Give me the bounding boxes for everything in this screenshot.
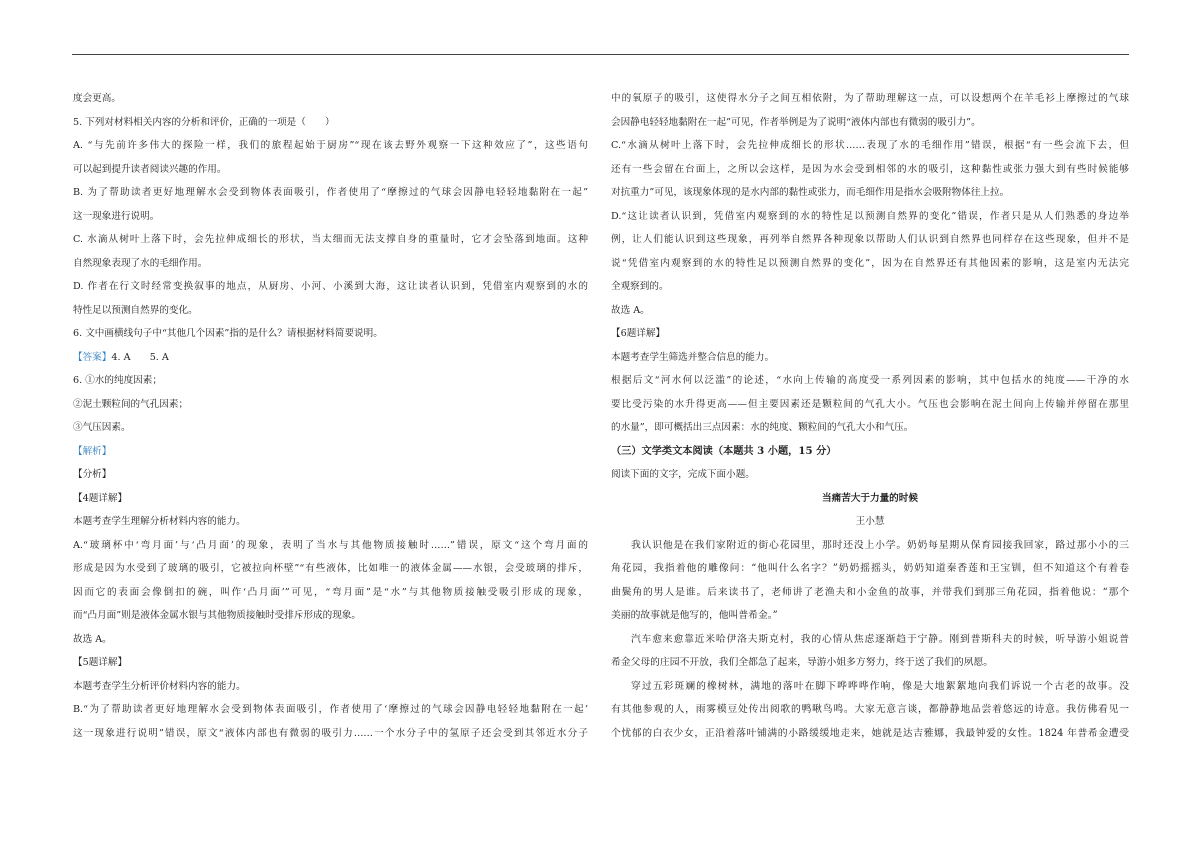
right-column-line: 还有一些会留在台面上，之所以会这样，是因为水会受到相邻的水的吸引，这种黏性或张力强大到有些时候能够 <box>611 163 1129 175</box>
left-column-line <box>73 346 588 370</box>
right-column-line: 说“凭借室内观察到的水的特性足以预测自然界的变化”，因为在自然界还有其他因素的影响，这是室内无法完 <box>611 257 1129 269</box>
right-column-line: C.“水滴从树叶上落下时，会先拉伸成细长的形状……表现了水的毛细作用”错误，根据“有一些会流下去，但 <box>611 140 1129 151</box>
right-column-line: 汽车愈来愈靠近米哈伊洛夫斯克村，我的心情从焦虑逐渐趋于宁静。刚到普斯科夫的时候，听导游小姐说普 <box>631 633 1129 645</box>
right-column-line: 王小慧 <box>855 516 885 527</box>
left-column-line: B.“为了帮助读者更好地理解水会受到物体表面吸引，作者使用了‘摩擦过的气球会因静电轻轻地黏附在一起’ <box>73 704 588 715</box>
left-column-line: 6. 文中画横线句子中“其他几个因素”指的是什么？请根据材料简要说明。 <box>73 328 383 339</box>
right-column-line: 要比受污染的水升得更高——但主要因素还是颗粒间的气孔大小。气压也会影响在泥土间向上传输并停留在那里 <box>611 398 1129 410</box>
right-column-line: 故选 A。 <box>611 304 650 316</box>
right-column-line: 阅读下面的文字，完成下面小题。 <box>611 469 755 480</box>
right-column-line: 角花园，我指着他的雕像问：“他叫什么名字？”奶奶摇摇头，奶奶知道秦香莲和王宝钏，但不知道这个有着卷 <box>611 563 1129 574</box>
left-column-line: 5. 下列对材料相关内容的分析和评价，正确的一项是（ ） <box>73 116 335 128</box>
left-column-line: 可以起到提升读者阅读兴趣的作用。 <box>73 163 227 175</box>
right-column-line: 穿过五彩斑斓的橡树林，满地的落叶在脚下哗哗哗作响，像是大地絮絮地向我们诉说一个古老的故事。没 <box>631 680 1129 692</box>
right-column-line: 有其他参观的人，雨雾模豆处传出阅歌的鸭啾鸟鸣。大家无意言谈，都静静地品尝着悠远的诗意。我仿佛看见一 <box>611 704 1129 715</box>
right-column-line: 当痛苦大于力量的时候 <box>822 492 918 504</box>
right-column-line: 全观察到的。 <box>611 281 669 292</box>
left-column-line: 这一现象进行说明。 <box>73 210 160 222</box>
left-column-line: 而“凸月面”则是液体金属水银与其他物质接触时受排斥形成的现象。 <box>73 610 362 621</box>
left-column <box>73 87 588 745</box>
answer-tag: 【答案】 <box>73 351 112 363</box>
left-column-line: 本题考查学生分析评价材料内容的能力。 <box>73 680 246 692</box>
header-rule <box>72 54 1129 55</box>
right-column-line: 中的氧原子的吸引，这使得水分子之间互相依附，为了帮助理解这一点，可以设想两个在羊毛衫上摩擦过的气球 <box>611 93 1129 104</box>
right-column-line: 【6题详解】 <box>611 328 666 339</box>
left-column-line: ②泥土颗粒间的气孔因素； <box>73 398 189 410</box>
left-column-line: ③气压因素。 <box>73 422 131 433</box>
left-column-line: 6. ①水的纯度因素； <box>73 375 162 386</box>
left-column-line: 自然现象表现了水的毛细作用。 <box>73 257 208 269</box>
left-column-line: 形成是因为水受到了玻璃的吸引，它被拉向杯壁”“有些液体，比如唯一的液体金属——水银，会受玻璃的排斥， <box>73 563 588 574</box>
left-column-line: 故选 A。 <box>73 633 112 645</box>
left-column-line: 因而它的表面会像倒扣的碗，叫作‘凸月面’”可见，“弯月面”是“水”与其他物质接触受吸引形成的现象， <box>73 586 588 598</box>
left-column-line: C. 水滴从树叶上落下时，会先拉伸成细长的形状，当太细而无法支撑自身的重量时，它才会坠落到地面。这种 <box>73 234 588 245</box>
right-column-line: 例，让人们能认识到这些现象，再列举自然界各种现象以帮助人们认识到自然界也同样存在这些现象，但并不是 <box>611 234 1129 245</box>
left-column-line: A. “与先前许多伟大的探险一样，我们的旅程起始于厨房”“现在该去野外观察一下这种效应了”，这些语句 <box>73 140 588 151</box>
left-column-line: 度会更高。 <box>73 93 121 104</box>
left-column-line: A.“玻璃杯中‘弯月面’与‘凸月面’的现象，表明了当水与其他物质接触时……”错误，原文“这个弯月面的 <box>73 539 588 551</box>
left-column-line: 【分析】 <box>73 469 112 480</box>
right-column-line: 根据后文“河水何以泛滥”的论述，“水向上传输的高度受一系列因素的影响，其中包括水的纯度——干净的水 <box>611 375 1129 386</box>
right-column-line: 曲鬓角的男人是谁。后来读书了，老师讲了老渔夫和小金鱼的故事，并带我们到那三角花园，指着他说：“那个 <box>611 586 1129 598</box>
right-column <box>611 87 1129 745</box>
left-column-line: 【解析】 <box>73 445 112 457</box>
right-column-line: 我认识他是在我们家附近的街心花园里，那时还没上小学。奶奶每星期从保育园接我回家，路过那小小的三 <box>631 539 1129 551</box>
left-column-line: D. 作者在行文时经常变换叙事的地点，从厨房、小河、小溪到大海，这让读者认识到，凭借室内观察到的水的 <box>73 281 588 292</box>
left-column-line: 本题考查学生理解分析材料内容的能力。 <box>73 516 246 527</box>
right-column-line: 本题考查学生筛选并整合信息的能力。 <box>611 351 775 363</box>
right-column-line: D.“这让读者认识到，凭借室内观察到的水的特性足以预测自然界的变化”错误，作者只是从人们熟悉的身边举 <box>611 210 1129 222</box>
right-column-line: 希金父母的庄园不开放，我们全都急了起来，导游小姐多方努力，终于送了我们的夙愿。 <box>611 657 994 668</box>
right-column-line: 个忧郁的白衣少女，正沿着落叶铺满的小路缓缓地走来，她就是达吉雅娜，我最钟爱的女性。1824 年普希金遭受 <box>611 727 1129 739</box>
left-column-line: 这一现象进行说明”错误，原文“液体内部也有微弱的吸引力……一个水分子中的氢原子还会受到其邻近水分子 <box>73 727 588 739</box>
left-column-line: 特性足以预测自然界的变化。 <box>73 304 198 316</box>
right-column-line: 的水量”，即可概括出三点因素：水的纯度、颗粒间的气孔大小和气压。 <box>611 422 914 433</box>
right-column-line: 美丽的故事就是他写的，他叫普希金。” <box>611 610 778 621</box>
answer-values: 4. A 5. A <box>111 351 169 363</box>
right-column-line: 会因静电轻轻地黏附在一起”可见，作者举例是为了说明“液体内部也有微弱的吸引力”。 <box>611 116 981 128</box>
left-column-line: 【5题详解】 <box>73 657 128 668</box>
left-column-line: 【4题详解】 <box>73 492 128 504</box>
right-column-line: （三）文学类文本阅读（本题共 3 小题，15 分） <box>611 444 837 457</box>
left-column-line: B. 为了帮助读者更好地理解水会受到物体表面吸引，作者使用了“摩擦过的气球会因静电轻轻地黏附在一起” <box>73 187 588 198</box>
right-column-line: 对抗重力”可见，该现象体现的是水内部的黏性或张力，而毛细作用是指水会吸附物体往上拉。 <box>611 187 1010 198</box>
